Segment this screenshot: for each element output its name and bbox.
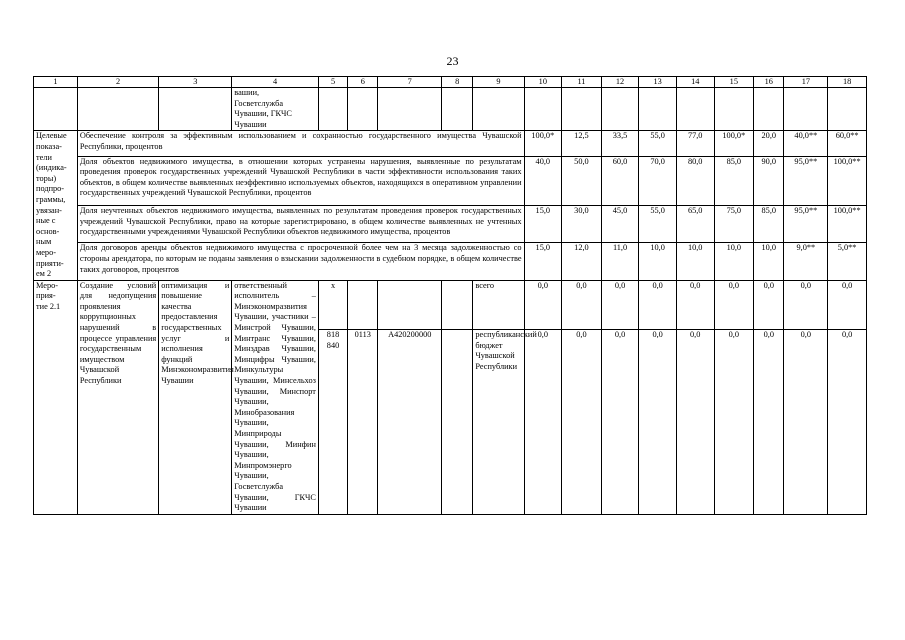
value-cell: 0,0 — [784, 330, 828, 515]
header-col: 4 — [232, 77, 319, 88]
value-cell: 0,0 — [754, 330, 784, 515]
value-cell: 90,0 — [754, 156, 784, 205]
funding-source: республиканский бюджет Чувашской Республики — [473, 330, 524, 515]
value-cell: 95,0** — [784, 206, 828, 243]
value-cell: 5,0** — [828, 243, 867, 280]
value-cell: 9,0** — [784, 243, 828, 280]
value-cell: 55,0 — [639, 206, 677, 243]
header-row — [34, 77, 867, 88]
value-cell: 0,0 — [524, 330, 562, 515]
value-cell: 100,0* — [524, 131, 562, 156]
executor-continued: вашии, Госветслужба Чувашии, ГКЧС Чувашии — [232, 88, 319, 131]
value-cell: 0,0 — [714, 330, 754, 515]
code-cell: x — [318, 280, 347, 329]
indicator-text: Доля неучтенных объектов недвижимого имущества, выявленных по результатам проведения проверок государственных учреждений Чувашской Республики, право на которые зарегистрировано, в общем количестве выявленных не учтенных государственными учреждениями Чувашской Республики объектов недвижимого имущества, процентов — [77, 206, 524, 243]
code-cell: А420200000 — [378, 330, 442, 515]
indicator-text: Доля договоров аренды объектов недвижимого имущества с просроченной более чем на 3 месяца задолженностью со стороны арендатора, по которым не поданы заявления о взыскании задолженности в судебном порядке, в общем количестве таких договоров, процентов — [77, 243, 524, 280]
indicator-row — [34, 243, 867, 280]
header-col: 6 — [348, 77, 378, 88]
value-cell: 12,5 — [562, 131, 602, 156]
code-cell: 818 840 — [318, 330, 347, 515]
value-cell: 75,0 — [714, 206, 754, 243]
value-cell: 0,0 — [828, 280, 867, 329]
value-cell: 0,0 — [601, 280, 639, 329]
value-cell: 95,0** — [784, 156, 828, 205]
value-cell: 12,0 — [562, 243, 602, 280]
value-cell: 0,0 — [676, 280, 714, 329]
value-cell: 0,0 — [562, 330, 602, 515]
value-cell: 85,0 — [754, 206, 784, 243]
program-table — [33, 76, 867, 515]
value-cell: 100,0** — [828, 206, 867, 243]
value-cell: 80,0 — [676, 156, 714, 205]
value-cell: 50,0 — [562, 156, 602, 205]
indicator-row — [34, 156, 867, 205]
header-col: 2 — [77, 77, 158, 88]
value-cell: 0,0 — [639, 330, 677, 515]
header-col: 1 — [34, 77, 78, 88]
header-col: 5 — [318, 77, 347, 88]
value-cell: 0,0 — [828, 330, 867, 515]
value-cell: 70,0 — [639, 156, 677, 205]
measure-name: Создание условий для недопущения проявления коррупционных нарушений в процессе управления государственным имуществом Чувашской Республики — [77, 280, 158, 514]
value-cell: 15,0 — [524, 243, 562, 280]
funding-source: всего — [473, 280, 524, 329]
header-col: 10 — [524, 77, 562, 88]
value-cell: 10,0 — [639, 243, 677, 280]
value-cell: 77,0 — [676, 131, 714, 156]
header-col: 14 — [676, 77, 714, 88]
value-cell: 0,0 — [601, 330, 639, 515]
value-cell: 0,0 — [714, 280, 754, 329]
value-cell: 15,0 — [524, 206, 562, 243]
indicator-text: Доля объектов недвижимого имущества, в отношении которых устранены нарушения, выявленные по результатам проведения проверок государственных учреждений Чувашской Республики в части эффективности использования таких объектов, в общем количестве выявленных неэффективно используемых объектов, находящихся в оперативном управлении государственных учреждений Чувашской Республики, процентов — [77, 156, 524, 205]
value-cell: 10,0 — [714, 243, 754, 280]
indicator-text: Обеспечение контроля за эффективным использованием и сохранностью государственного имущества Чувашской Республики, процентов — [77, 131, 524, 156]
value-cell: 0,0 — [639, 280, 677, 329]
header-col: 8 — [442, 77, 473, 88]
header-col: 13 — [639, 77, 677, 88]
code-cell: 0113 — [348, 330, 378, 515]
value-cell: 55,0 — [639, 131, 677, 156]
value-cell: 100,0** — [828, 156, 867, 205]
measure-label: Меро- прия- тие 2.1 — [34, 280, 78, 514]
value-cell: 20,0 — [754, 131, 784, 156]
value-cell: 11,0 — [601, 243, 639, 280]
value-cell: 40,0** — [784, 131, 828, 156]
indicator-row — [34, 206, 867, 243]
value-cell: 10,0 — [754, 243, 784, 280]
value-cell: 40,0 — [524, 156, 562, 205]
value-cell: 0,0 — [784, 280, 828, 329]
header-col: 3 — [159, 77, 232, 88]
value-cell: 85,0 — [714, 156, 754, 205]
value-cell: 0,0 — [676, 330, 714, 515]
header-col: 9 — [473, 77, 524, 88]
value-cell: 10,0 — [676, 243, 714, 280]
value-cell: 0,0 — [562, 280, 602, 329]
value-cell: 0,0 — [754, 280, 784, 329]
value-cell: 30,0 — [562, 206, 602, 243]
value-cell: 60,0** — [828, 131, 867, 156]
value-cell: 0,0 — [524, 280, 562, 329]
value-cell: 100,0* — [714, 131, 754, 156]
value-cell: 65,0 — [676, 206, 714, 243]
value-cell: 33,5 — [601, 131, 639, 156]
header-col: 15 — [714, 77, 754, 88]
header-col: 7 — [378, 77, 442, 88]
measure-executor: ответственный исполнитель – Минэкономразвития Чувашии, участники – Минстрой Чувашии, Минтранс Чувашии, Минздрав Чувашии, Минцифры Чувашии, Минкультуры Чувашии, Минсельхоз Чувашии, Минспорт Чувашии, Минобразования Чувашии, Минприроды Чувашии, Минфин Чувашии, Минпромэнерго Чувашии, Госветслужба Чувашии, ГКЧС Чувашии — [232, 280, 319, 514]
header-col: 18 — [828, 77, 867, 88]
header-col: 17 — [784, 77, 828, 88]
indicators-label: Целевые показа- тели (индика- торы) подпро- граммы, увязан- ные с основ- ным меро- прияти- ем 2 — [34, 131, 78, 280]
value-cell: 60,0 — [601, 156, 639, 205]
continuation-row — [34, 88, 867, 131]
value-cell: 45,0 — [601, 206, 639, 243]
measure-goal: оптимизация и повышение качества предоставления государственных услуг и исполнения функций Минэкономразвития Чувашии — [159, 280, 232, 514]
header-col: 12 — [601, 77, 639, 88]
header-col: 11 — [562, 77, 602, 88]
measure-total-row — [34, 280, 867, 329]
header-col: 16 — [754, 77, 784, 88]
page-number: 23 — [446, 54, 459, 68]
indicator-row — [34, 131, 867, 156]
